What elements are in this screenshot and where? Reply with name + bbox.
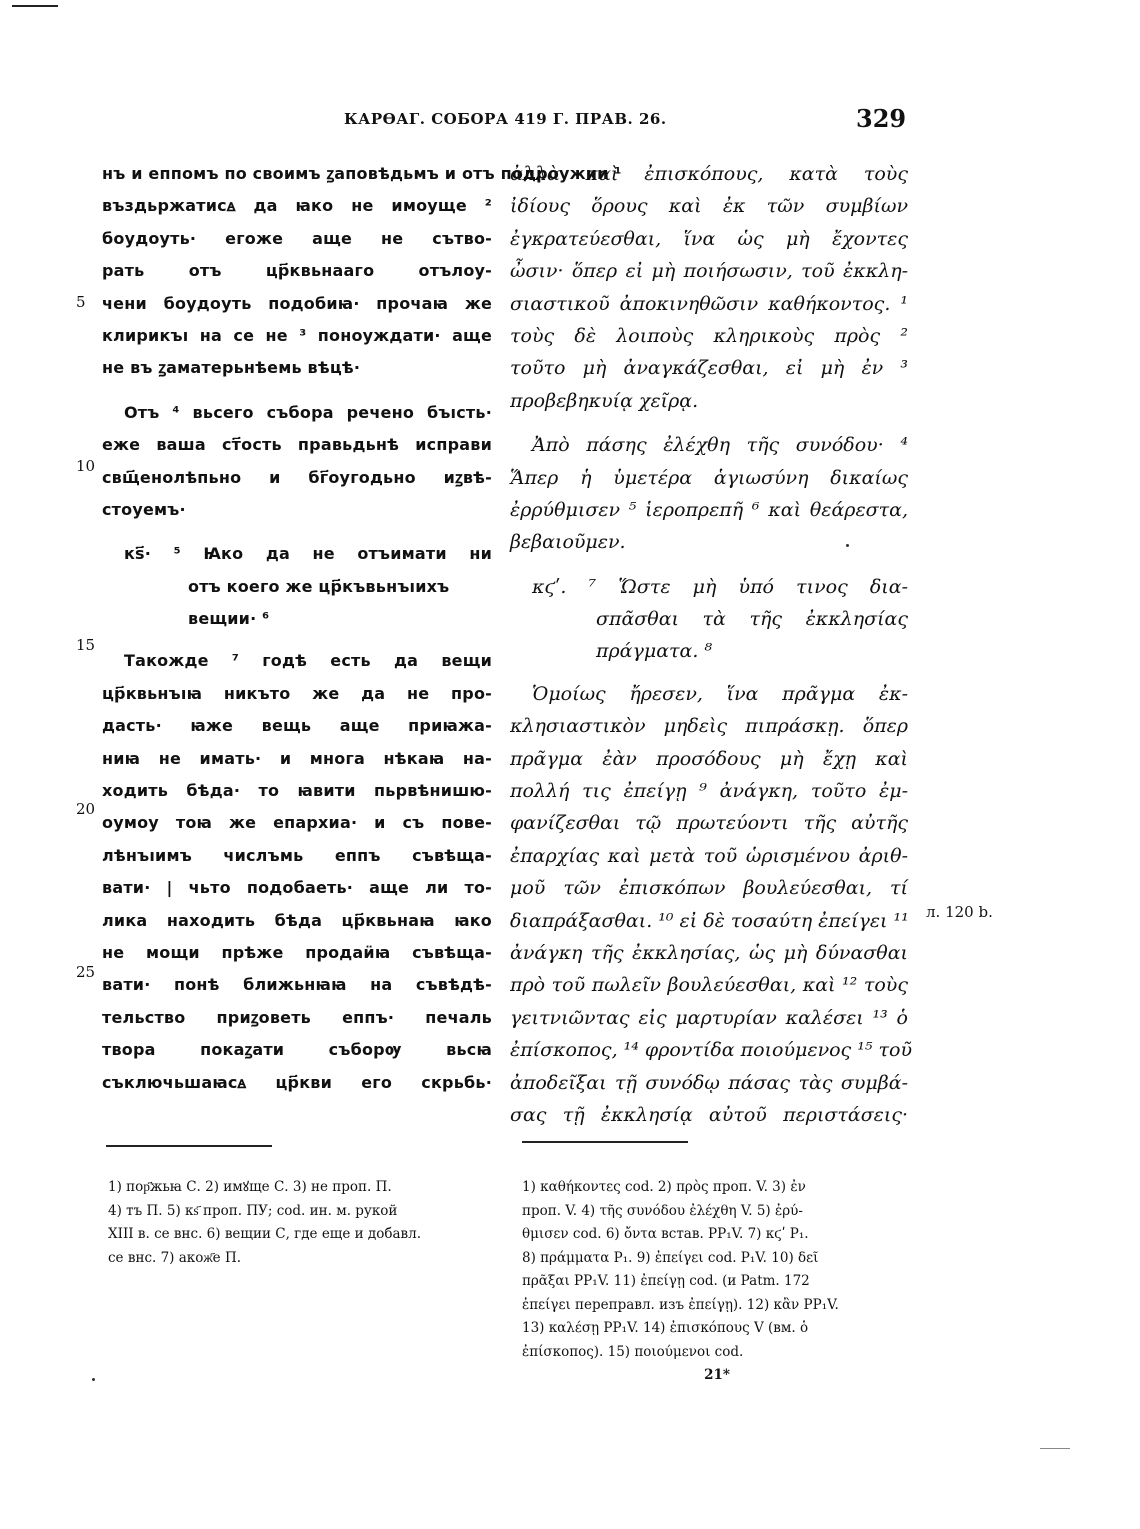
stray-dot bbox=[92, 1378, 95, 1381]
slavonic-line: тельство приꙁоветь еппъ· печаль bbox=[102, 1007, 492, 1027]
footnotes-slavonic bbox=[108, 1176, 421, 1270]
footnote-line: проп. V. 4) τῆς συνόδου ἐλέχθη V. 5) ἐρύ- bbox=[522, 1202, 803, 1219]
greek-line: ἐπαρχίας καὶ μετὰ τοῦ ὡρισμένου ἀριθ- bbox=[510, 844, 908, 867]
footnote-line: XIII в. се внс. 6) вещии С, где еще и добавл. bbox=[108, 1226, 422, 1242]
slavonic-line: цр҃квьнъıꙗ никъто же да не про- bbox=[102, 683, 492, 703]
slavonic-line: не мощи прѣже продаӥꙗ съвѣща- bbox=[102, 942, 492, 962]
line-number: 10 bbox=[76, 457, 96, 475]
footnote-line: се внс. 7) акож҃е П. bbox=[108, 1249, 242, 1266]
greek-line: κλησιαστικὸν μηδεὶς πιπράσκῃ. ὅπερ bbox=[510, 715, 908, 738]
canon-heading-line: κϛʹ. ⁷ Ὥστε μὴ ὑπό τινος δια- bbox=[532, 575, 908, 598]
footnote-line: ἐπείγει переправл. изъ ἐπείγῃ). 12) κἂν PP₁V. bbox=[522, 1296, 839, 1313]
footnote-line: ἐπίσκοπος). 15) ποιούμενοι cod. bbox=[522, 1343, 744, 1360]
slavonic-line: нъ и еппомъ по своимъ ꙁаповѣдьмъ и отъ подроужии ¹ bbox=[102, 164, 622, 183]
greek-line: ἀλλὰ καὶ ἐπισκόπους, κατὰ τοὺς bbox=[510, 163, 908, 185]
greek-line: ἐγκρατεύεσθαι, ἵνα ὡς μὴ ἔχοντες bbox=[510, 227, 908, 250]
stray-dot bbox=[846, 544, 849, 547]
canon-heading-line: πράγματα. ⁸ bbox=[596, 640, 713, 663]
line-number: 15 bbox=[76, 636, 96, 654]
greek-line: Ὁμοίως ἤρεσεν, ἵνα πρᾶγμα ἐκ- bbox=[532, 682, 908, 705]
running-title: КАРѲАГ. СОБОРА 419 Г. ПРАВ. 26. bbox=[344, 110, 667, 128]
greek-line: ἐρρύθμισεν ⁵ ἱεροπρεπῆ ⁶ καὶ θεάρεστα, bbox=[510, 498, 908, 521]
slavonic-line: вати· понѣ ближьнꙗꙗ на съвѣдѣ- bbox=[102, 975, 492, 995]
footnote-line: πρᾶξαι PP₁V. 11) ἐπείγῃ cod. (и Patm. 172 bbox=[522, 1273, 810, 1289]
printer-signature: 21* bbox=[704, 1367, 730, 1383]
slavonic-line: ниꙗ не имать· и многа нѣкаꙗ на- bbox=[102, 748, 492, 768]
slavonic-line: еже ваша ст҃ость правьдьнѣ исправи bbox=[102, 435, 492, 455]
line-number: 25 bbox=[76, 963, 96, 981]
slavonic-line: не въ ꙁаматерьнѣемь вѣцѣ· bbox=[102, 358, 361, 378]
greek-line: μοῦ τῶν ἐπισκόπων βουλεύεσθαι, τί bbox=[510, 877, 908, 900]
greek-line: Ἀπὸ πάσης ἐλέχθη τῆς συνόδου· ⁴ bbox=[532, 434, 908, 457]
slavonic-line: рать отъ цр҃квьнааго отълоу- bbox=[102, 261, 492, 281]
footnote-line: 8) πράμματα P₁. 9) ἐπείγει cod. P₁V. 10) δεῖ bbox=[522, 1249, 819, 1266]
slavonic-line: вати· | чьто подобаеть· аще ли то- bbox=[102, 878, 492, 898]
corner-rule bbox=[12, 5, 58, 7]
footnote-line: 1) пор҃жьꙗ С. 2) имꙋще С. 3) не проп. П. bbox=[108, 1179, 392, 1195]
slavonic-line: лѣнъıимъ числъмь еппъ съвѣща- bbox=[102, 845, 492, 865]
footnote-line: 4) тъ П. 5) кѕ҃ проп. ПУ; cod. ин. м. рукой bbox=[108, 1202, 398, 1219]
slavonic-line: стоуемъ· bbox=[102, 499, 186, 519]
slavonic-line: твора покаꙁати съборѹ вьсꙗ bbox=[102, 1040, 492, 1060]
footnote-rule-left bbox=[106, 1145, 272, 1147]
slavonic-line: чени боудоуть подобиꙗ· прочаꙗ же bbox=[102, 293, 492, 313]
greek-line: ἰδίους ὅρους καὶ ἐκ τῶν συμβίων bbox=[510, 195, 908, 218]
greek-line: διαπράξασθαι. ¹⁰ εἰ δὲ τοσαύτη ἐπείγει ¹¹ bbox=[510, 909, 909, 932]
greek-line: προβεβηκυίᾳ χεῖρᾳ. bbox=[510, 389, 699, 412]
slavonic-line: въздьржатисꙙ да ꙗко не имоуще ² bbox=[102, 196, 492, 216]
slavonic-line: ходить бѣда· то ꙗвити пьрвѣнишю- bbox=[102, 781, 492, 801]
greek-line: ὦσιν· ὅπερ εἰ μὴ ποιήσωσιν, τοῦ ἐκκλη- bbox=[510, 260, 908, 283]
footnote-line: θμισεν cod. 6) ὄντα встав. PP₁V. 7) κϛʹ P₁. bbox=[522, 1226, 809, 1242]
stray-mark bbox=[1040, 1448, 1070, 1449]
page-number: 329 bbox=[856, 104, 907, 133]
slavonic-line: дасть· ꙗже вещь аще приꙗжа- bbox=[102, 716, 492, 736]
greek-line: φανίζεσθαι τῷ πρωτεύοντι τῆς αὐτῆς bbox=[510, 812, 908, 835]
line-number: 5 bbox=[76, 293, 86, 311]
greek-line: σιαστικοῦ ἀποκινηθῶσιν καθήκοντος. ¹ bbox=[510, 292, 908, 315]
footnotes-greek bbox=[522, 1176, 912, 1388]
canon-heading-line: отъ коего же цр҃къвьнъıихъ bbox=[188, 576, 450, 596]
canon-heading-line: σπᾶσθαι τὰ τῆς ἐκκλησίας bbox=[596, 608, 908, 631]
greek-line: τοῦτο μὴ ἀναγκάζεσθαι, εἰ μὴ ἐν ³ bbox=[510, 357, 908, 380]
slavonic-line: Такожде ⁷ годѣ есть да вещи bbox=[124, 651, 492, 671]
footnote-rule-right bbox=[522, 1141, 688, 1143]
slavonic-line: лика находить бѣда цр҃квьнаꙗ ꙗко bbox=[102, 910, 492, 930]
slavonic-line: оумоу тоꙗ же епархиа· и съ пове- bbox=[102, 813, 492, 833]
greek-line: ἀνάγκη τῆς ἐκκλησίας, ὡς μὴ δύνασθαι bbox=[510, 941, 908, 964]
slavonic-line: Отъ ⁴ вьсего събора речено бъıсть· bbox=[124, 402, 492, 422]
slavonic-line: клирикъı на се не ³ поноуждати· аще bbox=[102, 325, 492, 345]
slavonic-line: съключьшаꙗсꙙ цр҃кви его скрьбь· bbox=[102, 1072, 492, 1092]
greek-line: τοὺς δὲ λοιποὺς κληρικοὺς πρὸς ² bbox=[510, 324, 908, 347]
greek-column bbox=[510, 158, 913, 1131]
footnote-line: 1) καθήκοντες cod. 2) πρὸς проп. V. 3) ἐν bbox=[522, 1179, 806, 1195]
greek-line: σας τῇ ἐκκλησίᾳ αὐτοῦ περιστάσεις· bbox=[510, 1103, 908, 1126]
canon-heading-line: вещии· ⁶ bbox=[188, 609, 270, 629]
page-header bbox=[0, 104, 1140, 134]
canon-heading-line: кѕ҃· ⁵ Ꙗко да не отъимати ни bbox=[124, 544, 492, 564]
greek-line: γειτνιῶντας εἰς μαρτυρίαν καλέσει ¹³ ὁ bbox=[510, 1006, 908, 1029]
footnote-line: 13) καλέσῃ PP₁V. 14) ἐπισκόπους V (вм. ὁ bbox=[522, 1320, 809, 1336]
greek-line: ἀποδεῖξαι τῇ συνόδῳ πάσας τὰς συμβά- bbox=[510, 1071, 908, 1094]
greek-line: Ἅπερ ἡ ὑμετέρα ἁγιωσύνη δικαίως bbox=[510, 466, 908, 489]
greek-line: πολλή τις ἐπείγῃ ⁹ ἀνάγκη, τοῦτο ἐμ- bbox=[510, 780, 908, 803]
folio-margin-note: л. 120 b. bbox=[926, 903, 993, 921]
greek-line: ἐπίσκοπος, ¹⁴ φροντίδα ποιούμενος ¹⁵ τοῦ bbox=[510, 1039, 913, 1062]
slavonic-line: боудоуть· егоже аще не сътво- bbox=[102, 228, 492, 248]
greek-line: πρᾶγμα ἐὰν προσόδους μὴ ἔχῃ καὶ bbox=[510, 747, 908, 770]
greek-line: πρὸ τοῦ πωλεῖν βουλεύεσθαι, καὶ ¹² τοὺς bbox=[510, 974, 908, 997]
slavonic-line: свщ҃енолѣпьно и бг҃оугодьно иꙁвѣ- bbox=[102, 467, 492, 487]
line-number: 20 bbox=[76, 800, 96, 818]
greek-line: βεβαιοῦμεν. bbox=[510, 531, 626, 554]
